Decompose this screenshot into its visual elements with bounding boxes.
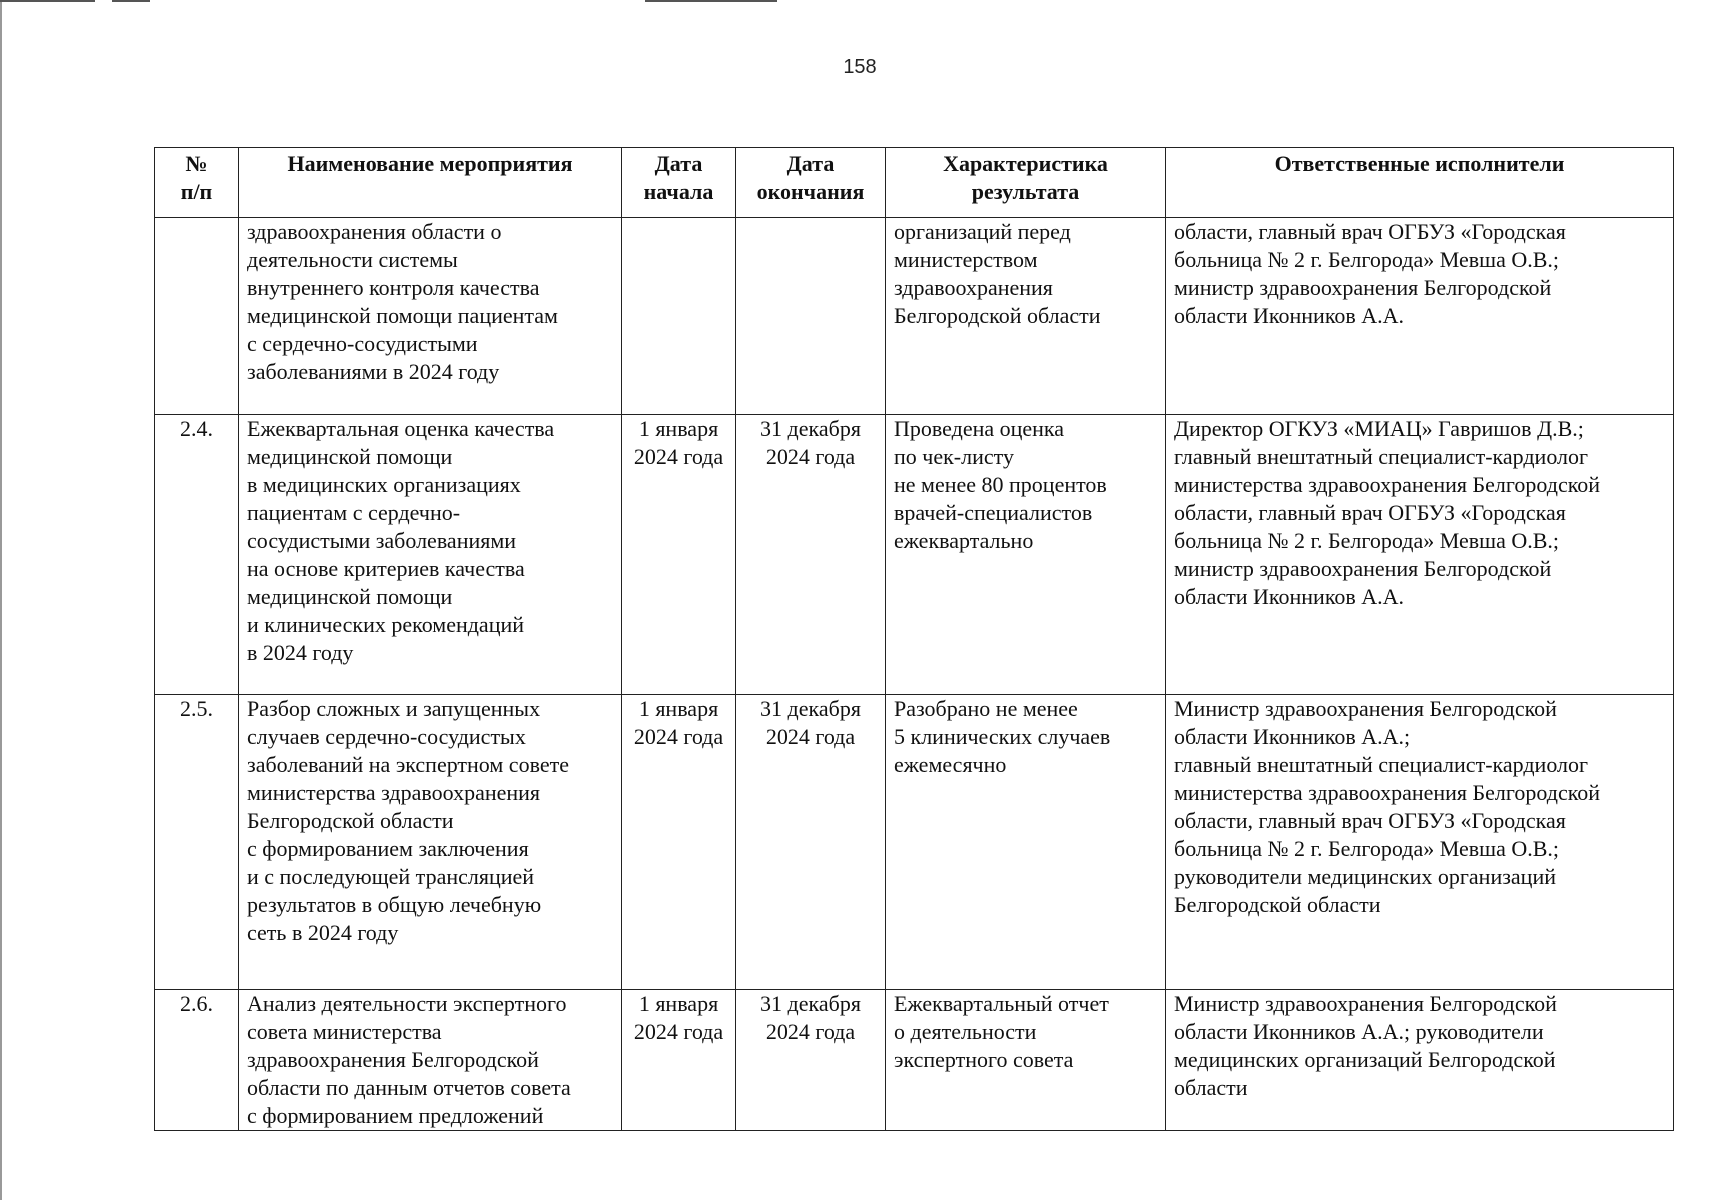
table-row xyxy=(155,218,1674,415)
table-row xyxy=(155,990,1674,1131)
row-end-date xyxy=(736,218,886,415)
row-result: Разобрано не менее 5 клинических случаев ежемесячно xyxy=(886,695,1166,990)
row-name: Разбор сложных и запущенных случаев сердечно-сосудистых заболеваний на экспертном совете министерства здравоохранения Белгородской области с формированием заключения и с последующей трансляцией результатов в общую лечебную сеть в 2024 году xyxy=(239,695,622,990)
scan-artifact-line xyxy=(645,0,777,2)
table-row xyxy=(155,695,1674,990)
scan-artifact-line xyxy=(112,0,150,2)
row-start-date: 1 января 2024 года xyxy=(622,415,736,695)
row-num: 2.5. xyxy=(155,695,239,990)
row-executors: Министр здравоохранения Белгородской области Иконников А.А.; главный внештатный специалист-кардиолог министерства здравоохранения Белгородской области, главный врач ОГБУЗ «Городская больница № 2 г. Белгорода» Мевша О.В.; руководители медицинских организаций Белгородской области xyxy=(1166,695,1674,990)
table-header-row xyxy=(155,148,1674,218)
measures-table xyxy=(154,147,1674,1131)
row-num: 2.6. xyxy=(155,990,239,1131)
row-end-date: 31 декабря 2024 года xyxy=(736,695,886,990)
row-name: Ежеквартальная оценка качества медицинской помощи в медицинских организациях пациентам с сердечно- сосудистыми заболеваниями на основе критериев качества медицинской помощи и клинических рекомендаций в 2024 году xyxy=(239,415,622,695)
row-name: Анализ деятельности экспертного совета министерства здравоохранения Белгородской области по данным отчетов совета с формированием предложений xyxy=(239,990,622,1131)
row-num: 2.4. xyxy=(155,415,239,695)
row-end-date: 31 декабря 2024 года xyxy=(736,990,886,1131)
row-executors: области, главный врач ОГБУЗ «Городская больница № 2 г. Белгорода» Мевша О.В.; министр здравоохранения Белгородской области Иконников А.А. xyxy=(1166,218,1674,415)
header-name: Наименование мероприятия xyxy=(239,148,622,218)
header-end-date: Дата окончания xyxy=(736,148,886,218)
row-num xyxy=(155,218,239,415)
row-executors: Министр здравоохранения Белгородской области Иконников А.А.; руководители медицинских организаций Белгородской области xyxy=(1166,990,1674,1131)
row-result: Ежеквартальный отчет о деятельности экспертного совета xyxy=(886,990,1166,1131)
header-executors: Ответственные исполнители xyxy=(1166,148,1674,218)
row-executors: Директор ОГКУЗ «МИАЦ» Гавришов Д.В.; главный внештатный специалист-кардиолог министерства здравоохранения Белгородской области, главный врач ОГБУЗ «Городская больница № 2 г. Белгорода» Мевша О.В.; министр здравоохранения Белгородской области Иконников А.А. xyxy=(1166,415,1674,695)
header-start-date: Дата начала xyxy=(622,148,736,218)
row-end-date: 31 декабря 2024 года xyxy=(736,415,886,695)
row-name: здравоохранения области о деятельности системы внутреннего контроля качества медицинской помощи пациентам с сердечно-сосудистыми заболеваниями в 2024 году xyxy=(239,218,622,415)
page-number: 158 xyxy=(843,56,877,78)
table-row xyxy=(155,415,1674,695)
page-edge xyxy=(0,0,2,1200)
row-start-date: 1 января 2024 года xyxy=(622,695,736,990)
header-num: № п/п xyxy=(155,148,239,218)
row-start-date: 1 января 2024 года xyxy=(622,990,736,1131)
row-result: Проведена оценка по чек-листу не менее 80 процентов врачей-специалистов ежеквартально xyxy=(886,415,1166,695)
scan-artifact-line xyxy=(0,0,95,2)
row-start-date xyxy=(622,218,736,415)
row-result: организаций перед министерством здравоохранения Белгородской области xyxy=(886,218,1166,415)
header-result: Характеристика результата xyxy=(886,148,1166,218)
